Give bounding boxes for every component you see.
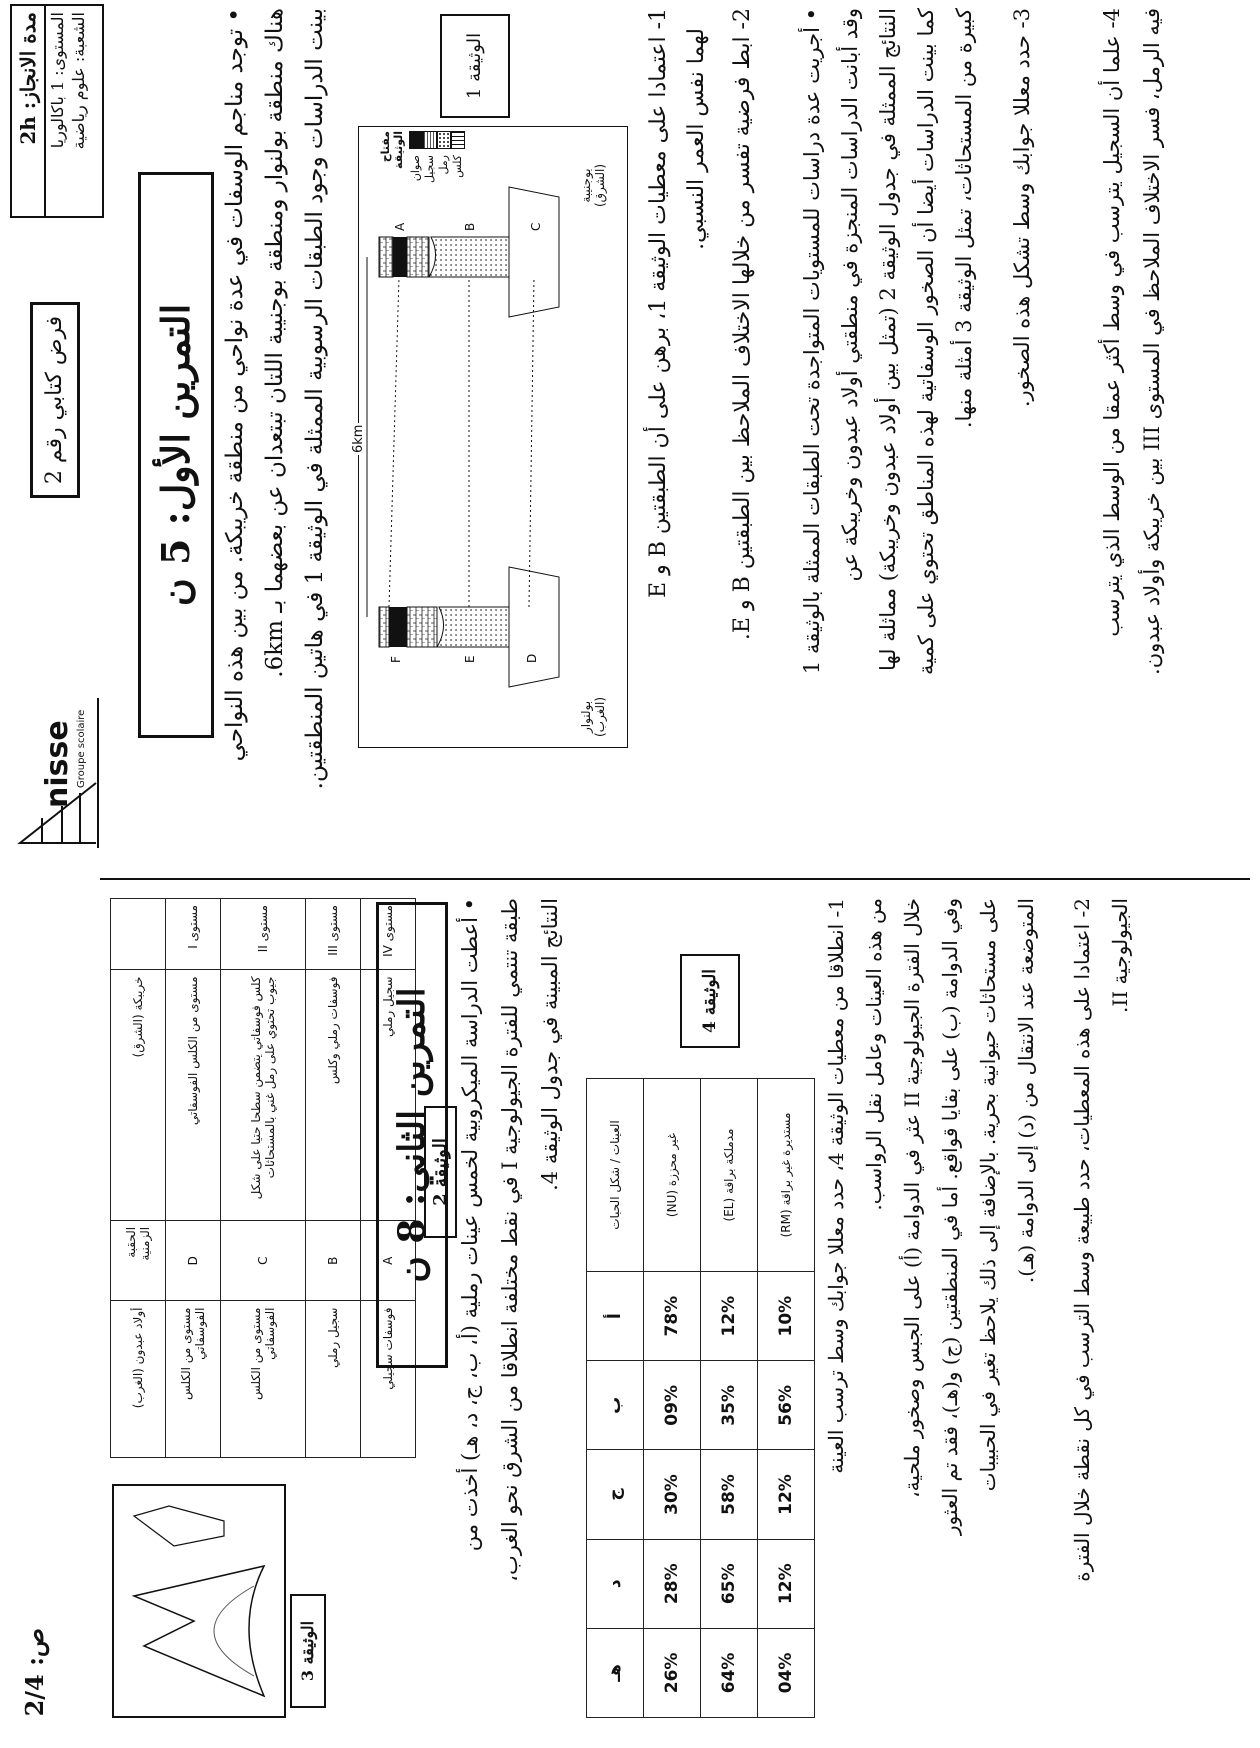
doc4-col-j: ج [587,1450,644,1539]
doc4-shape-header: شكل الحبات [608,1166,622,1230]
doc2-cell: مستوى من الكلس الفوسفاتي [166,970,221,1220]
exercise1-title: التمرين الأول: 5 ن [138,172,214,738]
layer-e-label: E [463,655,477,663]
legend-title: مفتاح الوثيقة [379,131,405,170]
exam-title: فرض كتابي رقم 2 [30,302,80,498]
doc2-table [110,898,416,1458]
ex2-q1-2: من هذه العينات وعامل نقل الرواسب. [862,898,886,1211]
ex1-text2-1: • أجريت عدة دراسات للمستويات المتواجدة تحت الطبقات الممثلة بالوثيقة 1 [800,8,824,675]
west-place [579,697,607,737]
duration-box [10,4,104,218]
doc4-cell: 26% [644,1628,701,1717]
doc4-cell: 04% [758,1628,815,1717]
doc2-h-khouribga: خريبكة (الشرق) [111,970,166,1220]
doc4-label: الوثيقة 4 [680,954,740,1048]
east-place [579,164,607,207]
ex1-q1b: لهما نفس العمر النسبي. [684,28,709,250]
ex1-q3: 3- حدد معللا جوابك وسط تشكل هذه الصخور. [1010,8,1034,408]
doc2-cell: مستوى III [306,899,361,970]
table-row [306,899,361,1458]
distance-label: 6km [351,424,366,453]
doc2-cell: كلس فوسفاتي يتضمن سطحا حتيا على شكل جيوب تحتوي على رمل غني بالمستحاثات [221,970,306,1220]
shark-teeth-drawing [114,1486,284,1716]
doc4-cell: 64% [701,1628,758,1717]
doc4-samples-header: العينات [608,1120,622,1156]
doc2-cell: فوسفات سجيلي [361,1301,416,1458]
logo-subtext: Groupe scolaire [76,709,87,788]
ex1-intro-3: بينت الدراسات وجود الطبقات الرسوبية الممثلة في الوثيقة 1 في هاتين المنطقتين. [302,8,328,790]
ex2-q1-3: خلال الفترة الجيولوجية II عثر في الدوامة (أ) على الجبس وصخور ملحية، [900,898,924,1498]
doc2-cell: فوسفات رملي وكلس [306,970,361,1220]
doc2-cell: مستوى II [221,899,306,970]
doc2-header-row [111,899,166,1458]
west-place-name: بولنوار [579,700,593,734]
ex2-intro-1: • أعطت الدراسة الميكروبية لخمس عينات رملية (أ، ب، ج، د، هـ) أخذت من [458,898,482,1552]
doc2-cell: B [306,1220,361,1301]
diagram-legend [379,131,465,187]
doc4-header-row [587,1079,644,1718]
ex1-q2: 2- ابط فرضية تفسر من خلالها الاختلاف الملاحظ بين الطبقتين B و E. [730,8,755,641]
doc2-h-era: الحقبة الزمنية [111,1220,166,1301]
table-row [644,1079,701,1718]
doc1-label: الوثيقة 1 [440,14,510,118]
layer-b-label: B [463,222,477,231]
layer-d-label: D [525,653,539,663]
layer-f-label: F [389,656,403,663]
doc4-cell: 09% [644,1361,701,1450]
branch-text: الشعبة: علوم رياضية [69,12,88,150]
page-divider [100,878,1250,880]
doc2-cell: A [361,1220,416,1301]
doc2-h-ouled: أولاد عبدون (الغرب) [111,1301,166,1458]
doc2-h-level [111,899,166,970]
doc2-cell: D [166,1220,221,1301]
ex2-q1-6: المتوضعة عند الانتقال من (د) إلى الدوامة (هـ). [1014,898,1038,1284]
duration-text: مدة الانجاز: 2h [12,6,46,216]
doc3-fossil-image [112,1484,286,1718]
ex1-intro-1: • توجد مناجم الوسفات في عدة نواحي من منطقة خريبكة. من بين هذه النواحي [222,8,248,762]
doc2-label: الوثيقة 2 [424,1106,457,1238]
ex2-q2-2: الجيولوجية II. [1108,898,1132,1014]
doc4-row-label: مستديرة غير براقة (RM) [758,1079,815,1272]
doc4-cell: 12% [701,1272,758,1361]
strata-diagram [359,127,627,747]
doc2-cell: سجيل رملي [306,1301,361,1458]
ex1-intro-2: هناك منطقة بولنوار ومنطقة بوجنيبة اللتان تبتعدان عن بعضهما بـ 6km. [262,8,288,678]
exercise2-title: التمرين الثاني: 8 ن [376,902,448,1368]
table-row [758,1079,815,1718]
ex1-text2-5: كبيرة من المستحاثات، تمثل الوثيقة 3 أمثلة منها. [952,8,976,429]
logo-text: nisse [40,720,75,808]
table-row [701,1079,758,1718]
ex1-q4-1: 4- علما أن السجيل يترسب في وسط أكثر عمقا من الوسط الذي يترسب [1100,8,1124,637]
layer-a-label: A [393,222,407,231]
doc4-cell: 10% [758,1272,815,1361]
doc4-col-d: د [587,1539,644,1628]
ex1-q4-2: فيه الرمل، فسر الاختلاف الملاحظ في المستوى III بين خريبكة وأولاد عبدون. [1140,8,1164,675]
ex2-q1-5: على مستحاثات حيوانية بحرية. بالإضافة إلى ذلك يلاحظ تغير في الحبيبات [976,898,1000,1492]
ex2-q1-4: وفي الدوامة (ب) على بقايا قواقع. أما في المنطقتين (ج) و(هـ)، فقد تم العثور [938,898,962,1536]
doc4-row-label: غير محززة (NU) [644,1079,701,1272]
page-number: ص: 2/4 [20,1628,49,1717]
doc4-cell: 12% [758,1450,815,1539]
legend-item-flint: صوان [409,131,423,187]
east-place-name: بوجنيبة [579,168,593,203]
doc4-cell: 30% [644,1450,701,1539]
doc3-label: الوثيقة 3 [290,1594,326,1708]
ex2-intro-3: النتائج المبينة في جدول الوثيقة 4. [538,898,562,1191]
doc4-row-label: مدملكة براقة (EL) [701,1079,758,1272]
ex2-q2-1: 2- اعتمادا على هذه المعطيات، حدد طبيعة وسط الترسب في كل نقطة خلال الفترة [1070,898,1094,1582]
table-row [221,899,306,1458]
layer-c-label: C [529,222,543,231]
legend-item-sand: رمل [437,131,451,187]
ex1-text2-2: وقد أبانت الدراسات المنجزة في منطقتي أولاد عبدون وخريبكة عن [838,8,862,582]
doc2-cell: C [221,1220,306,1301]
legend-item-limestone: كلس [451,131,465,187]
doc4-cell: 35% [701,1361,758,1450]
doc4-col-b: ب [587,1361,644,1450]
doc4-corner: العينات / شكل الحبات [587,1079,644,1272]
doc4-cell: 28% [644,1539,701,1628]
doc4-cell: 56% [758,1361,815,1450]
doc4-table-wrap [586,1078,815,1718]
doc2-cell: مستوى IV [361,899,416,970]
doc4-table [586,1078,815,1718]
doc4-cell: 65% [701,1539,758,1628]
west-place-dir: (الغرب) [593,696,607,737]
doc2-cell: مستوى I [166,899,221,970]
ex1-text2-3: النتائج الممثلة في جدول الوثيقة 2 (تمثل بين أولاد عبدون وخريبكة) مماثلة لها [876,8,900,671]
doc2-cell: سجيل رملي [361,970,416,1220]
geology-diagram [351,126,628,748]
doc4-cell: 58% [701,1450,758,1539]
school-logo [12,698,100,848]
table-row [166,899,221,1458]
ex1-q1: 1- اعتمادا على معطيات الوثيقة 1، برهن على أن الطبقتين B و E [646,8,671,598]
ex2-q1-1: 1- انطلاقا من معطيات الوثيقة 4، حدد معللا جوابك وسط ترسب العينة [824,898,848,1474]
level-text: المستوى: 1 باكالوريا [48,12,67,149]
doc4-col-a: أ [587,1272,644,1361]
doc4-col-h: هـ [587,1628,644,1717]
doc4-cell: 78% [644,1272,701,1361]
doc2-cell: مستوى من الكلس الفوسفاتي [221,1301,306,1458]
doc2-cell: مستوى من الكلس الفوسفاتي [166,1301,221,1458]
ex1-text2-4: كما بينت الدراسات أيضا أن الصخور الوسفاتية لهذه المناطق تحتوي على كمية [914,8,938,675]
doc4-cell: 12% [758,1539,815,1628]
ex2-intro-2: طبقة تنتمي للفترة الجيولوجية I في نقط مختلفة انطلاقا من الشرق نحو الغرب، [498,898,522,1582]
legend-item-shale: سجيل [423,131,437,187]
east-place-dir: (الشرق) [593,163,607,207]
